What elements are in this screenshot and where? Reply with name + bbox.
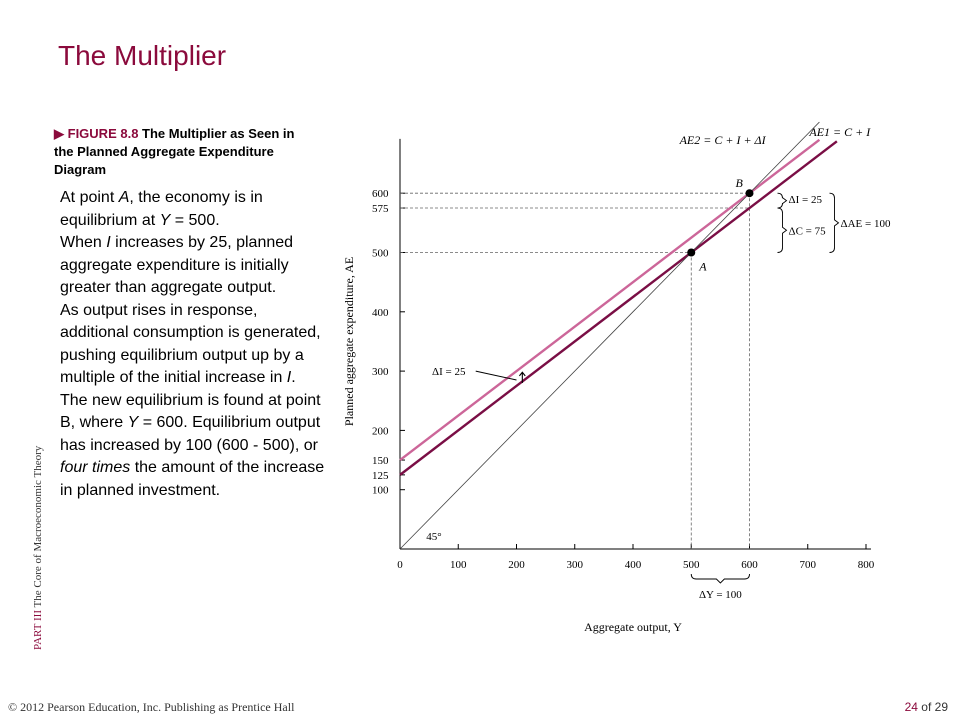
y-tick-label: 200 [372,425,389,438]
brace-delta-ae [830,193,839,252]
text-span: , the economy is in equilibrium at [60,189,263,229]
text-span: I [286,369,292,386]
ae1-line [400,141,837,475]
point-b [746,189,754,197]
y-tick-label: 600 [372,188,389,201]
ae2-line [400,140,819,460]
part-title: The Core of Macroeconomic Theory [32,445,44,608]
text-span: When [60,234,107,251]
y-tick-label: 300 [372,366,389,379]
delta-i-shift-label: ΔI = 25 [432,366,466,379]
delta-i-label: ΔI = 25 [788,194,822,207]
point-b-label: B [735,176,743,191]
total-pages: of 29 [921,700,948,714]
text-span: = 600. Equilibrium output has increased by 100 (600 - 500), or [60,414,321,454]
x-tick-label: 200 [508,559,525,571]
paragraph-4 [60,390,330,503]
point-a-label: A [699,259,707,274]
delta-y-label: ΔY = 100 [698,589,742,601]
y-tick-label: 100 [372,484,389,497]
figure-number: FIGURE 8.8 [67,126,139,141]
x-tick-label: 800 [857,559,875,571]
line-45-degree [400,122,819,549]
text-span: the amount of the increase in planned investment. [60,459,325,499]
x-axis-title: Aggregate output, Y [584,620,682,634]
delta-c-label: ΔC = 75 [788,225,826,238]
part-number: PART III [32,610,44,650]
text-span: As output rises in response, additional consumption is generated, pushing equilibrium output up by a multiple of the initial increase in [60,301,321,386]
copyright-notice: © 2012 Pearson Education, Inc. Publishing as Prentice Hall [8,700,295,714]
x-tick-label: 400 [624,559,642,571]
y-tick-label: 400 [372,306,389,319]
paragraph-1 [60,187,330,232]
x-tick-label: 500 [683,559,700,571]
triangle-bullet-icon: ▶ [54,126,64,141]
text-span: increases by 25, planned aggregate expenditure is initially greater than aggregate output. [60,234,294,296]
angle-45-label: 45° [426,531,442,544]
current-page: 24 [904,700,918,714]
ae2-label: AE2 = C + I + ΔI [679,132,766,147]
text-span: The new equilibrium is found at point B, where [60,391,321,431]
paragraph-3 [60,300,330,390]
brace-delta-y [691,574,749,583]
x-tick-label: 100 [450,559,467,571]
y-tick-label: 500 [372,247,389,260]
brace-delta-i [778,193,787,208]
y-tick-label: 150 [372,455,389,468]
explanation-text [60,187,330,502]
multiplier-chart [330,120,950,650]
x-tick-label: 300 [566,559,583,571]
x-tick-label: 0 [397,559,403,571]
delta-ae-label: ΔAE = 100 [840,217,891,230]
ae1-label: AE1 = C + I [809,124,871,139]
side-part-label [32,446,44,650]
y-tick-label: 125 [372,469,389,482]
figure-caption [54,125,314,179]
paragraph-2 [60,232,330,300]
text-span: . [291,369,296,386]
x-tick-label: 600 [741,559,758,571]
slide-title: The Multiplier [58,40,227,71]
text-span: A [118,189,130,206]
text-span: I [106,234,111,251]
text-span: At point [60,189,119,206]
text-span: = 500. [170,211,220,229]
point-a [687,249,695,257]
y-tick-label: 575 [372,203,389,216]
page-number [905,700,948,714]
y-axis-title: Planned aggregate expenditure, AE [342,256,356,427]
text-span: four times [60,459,131,476]
figure-title: The Multiplier as Seen in the Planned Aggregate Expenditure Diagram [54,126,295,177]
x-tick-label: 700 [799,559,816,571]
text-span: Y [127,414,139,431]
text-span: Y [159,211,171,229]
brace-delta-c [778,208,787,252]
